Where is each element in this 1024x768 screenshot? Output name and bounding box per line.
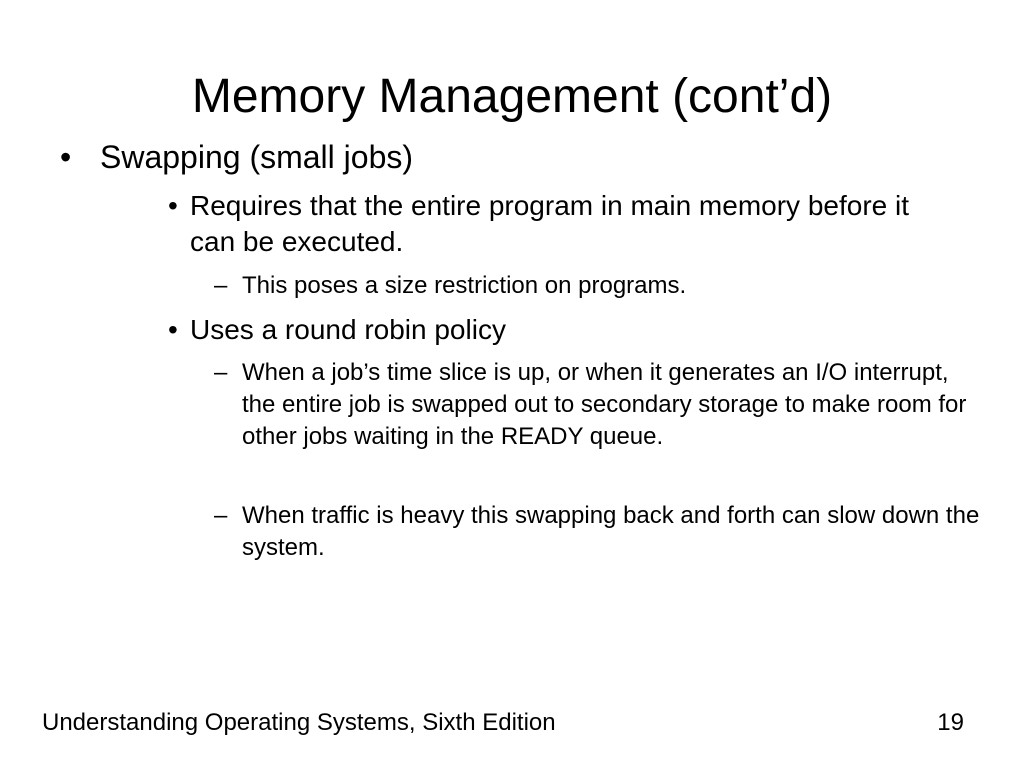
- bullet-swapping: [60, 137, 980, 177]
- bullet-text: Swapping (small jobs): [100, 139, 414, 175]
- bullet-marker: •: [168, 190, 178, 221]
- bullet-marker: •: [60, 139, 72, 175]
- bullet-text: When traffic is heavy this swapping back and forth can slow down the system.: [242, 502, 980, 561]
- dash-marker: –: [214, 272, 228, 299]
- bullet-heavy-traffic: [214, 500, 982, 564]
- bullet-time-slice: [214, 357, 982, 453]
- bullet-requires-entire-program: [168, 188, 910, 260]
- bullet-text: When a job’s time slice is up, or when it generates an I/O interrupt, the entire job is swapped out to secondary storage to make room for other jobs waiting in the READY queue.: [242, 359, 967, 450]
- bullet-size-restriction: [214, 270, 982, 302]
- page-number: 19: [937, 709, 964, 736]
- footer-text: Understanding Operating Systems, Sixth Edition: [42, 709, 556, 736]
- bullet-text: This poses a size restriction on programs.: [242, 272, 687, 299]
- bullet-text: Requires that the entire program in main memory before it can be executed.: [190, 190, 909, 257]
- slide-title: Memory Management (cont’d): [191, 70, 833, 123]
- dash-marker: –: [214, 502, 228, 529]
- dash-marker: –: [214, 359, 228, 386]
- bullet-marker: •: [168, 314, 178, 345]
- bullet-text: Uses a round robin policy: [190, 314, 506, 345]
- bullet-round-robin: [168, 312, 910, 348]
